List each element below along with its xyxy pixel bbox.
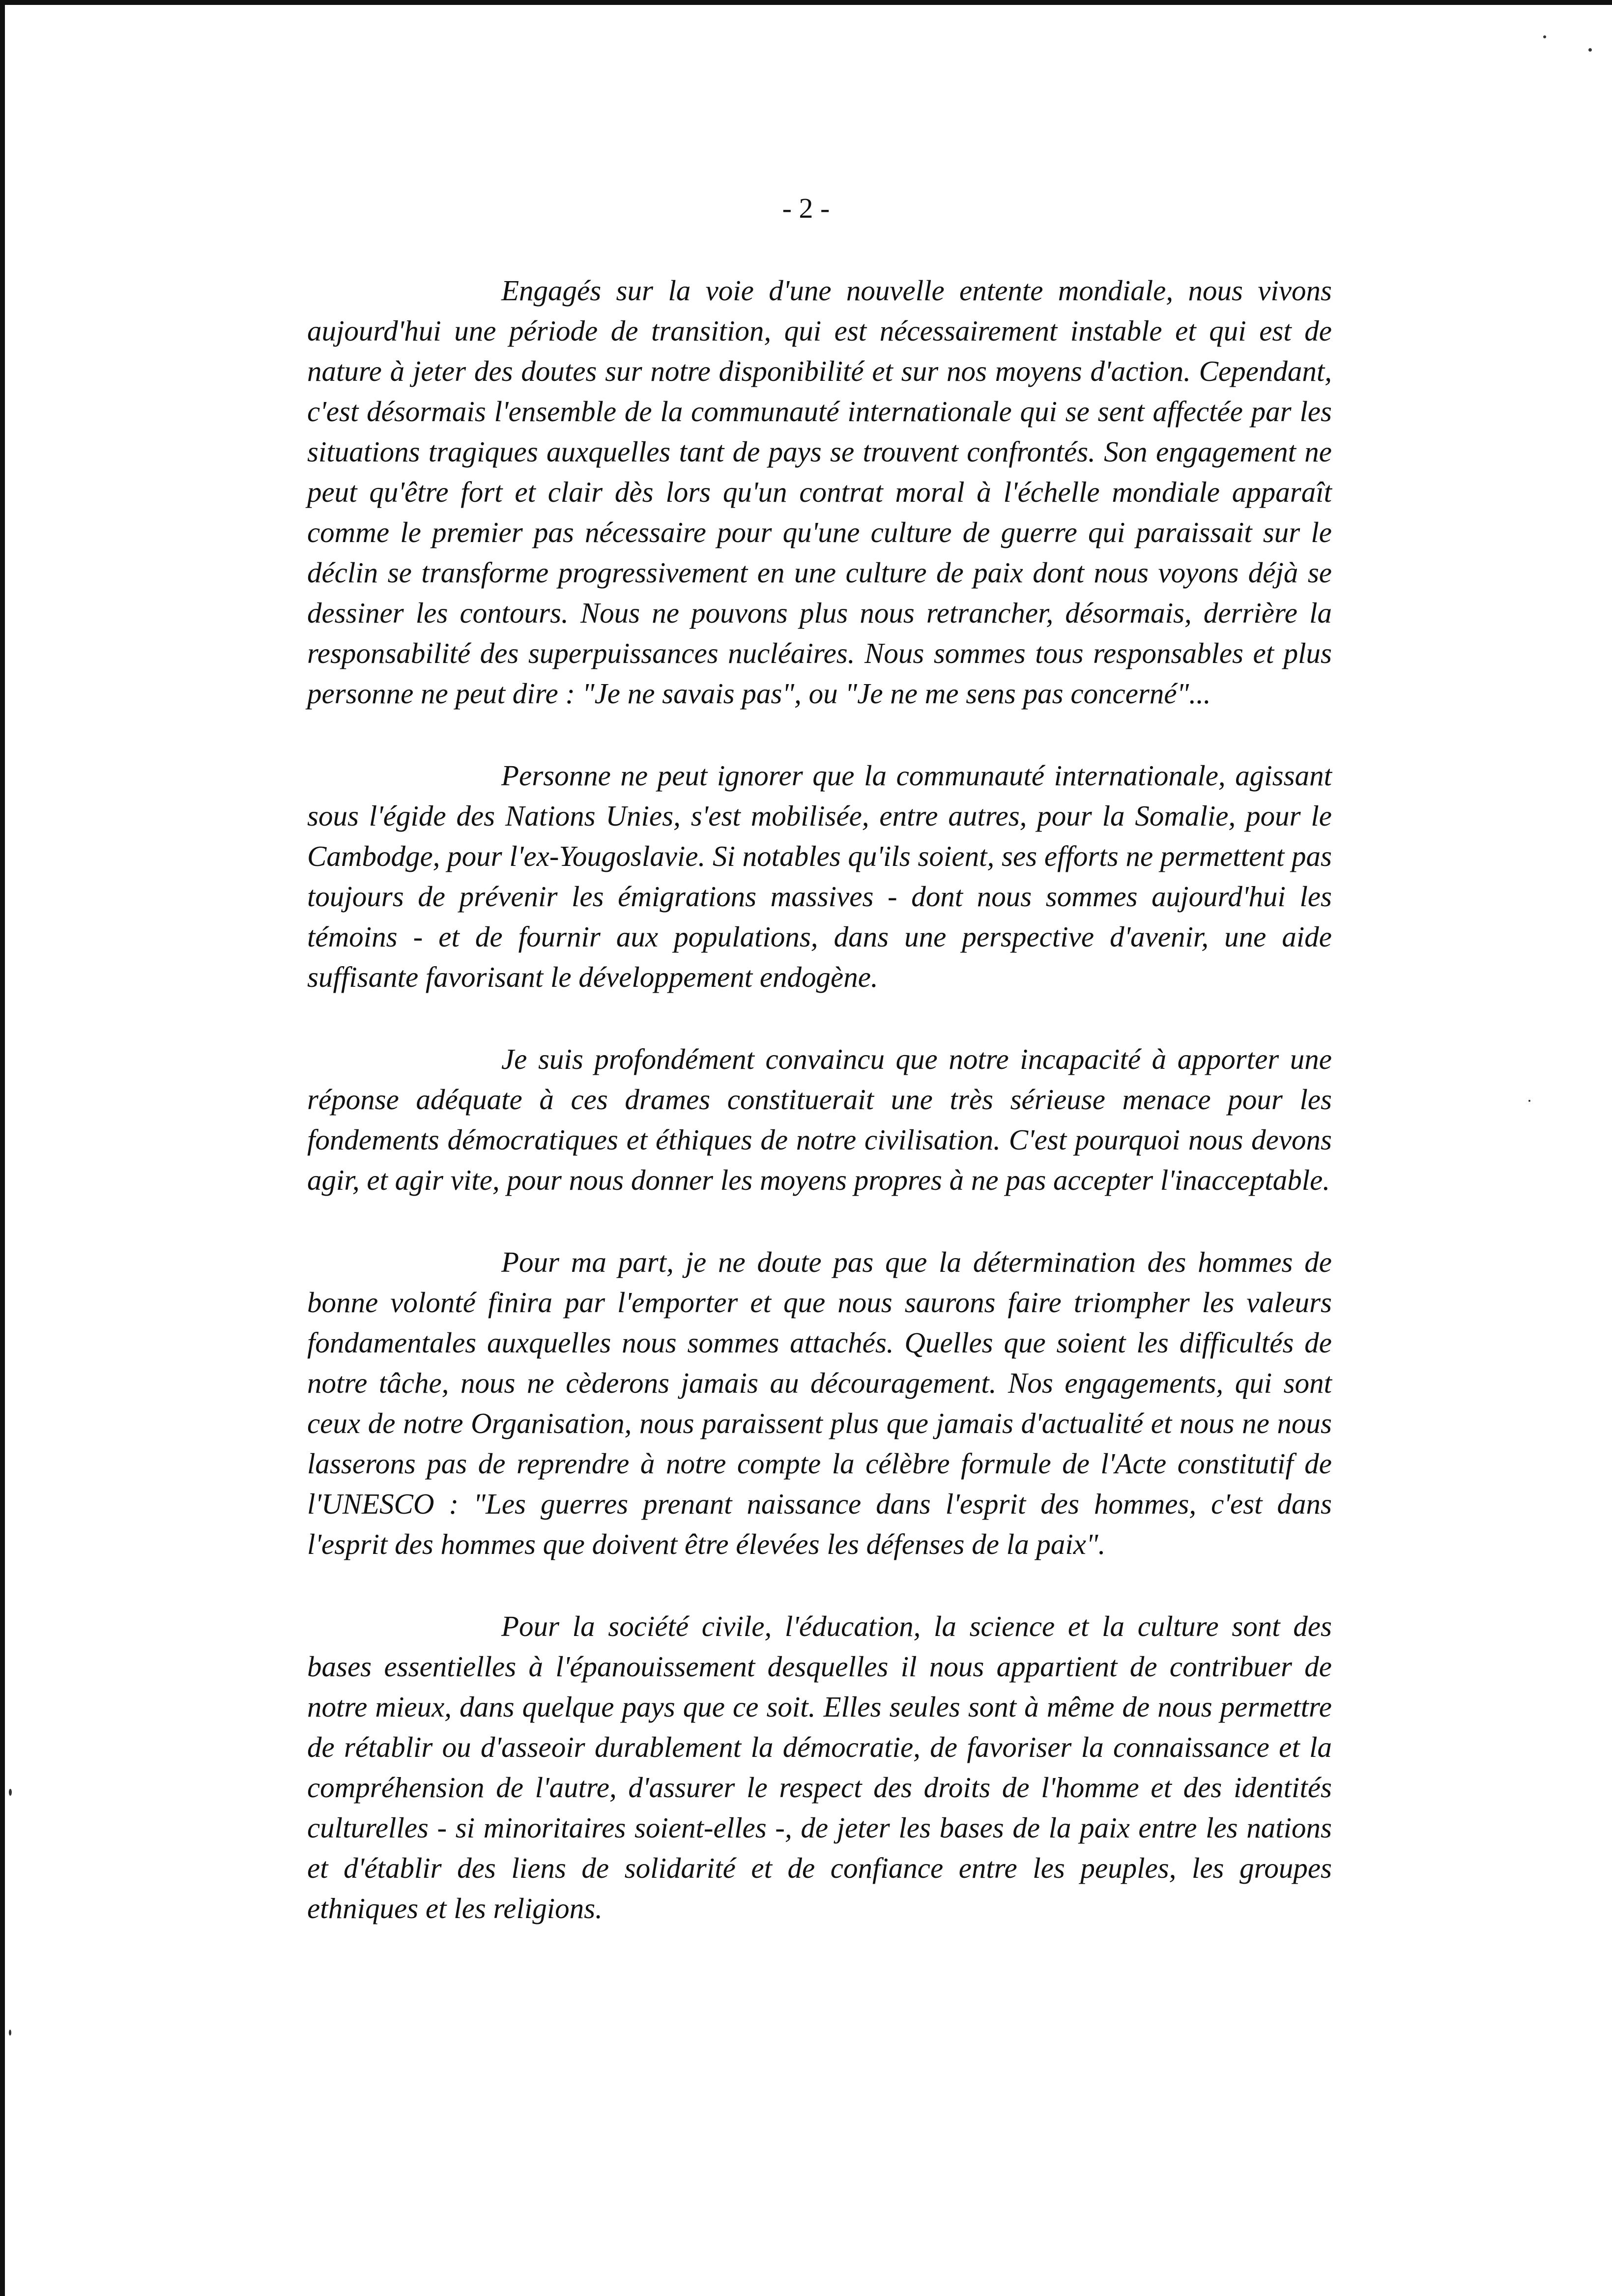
scan-border-left bbox=[0, 0, 5, 2296]
scan-border-top bbox=[0, 0, 1612, 5]
paragraph: Engagés sur la voie d'une nouvelle entente mondiale, nous vivons aujourd'hui une période de transition, qui est nécessairement instable et qui est de nature à jeter des doutes sur notre disponibilité et sur nos moyens d'action. Cependant, c'est désormais l'ensemble de la communauté internationale qui se sent affectée par les situations tragiques auxquelles tant de pays se trouvent confrontés. Son engagement ne peut qu'être fort et clair dès lors qu'un contrat moral à l'échelle mondiale apparaît comme le premier pas nécessaire pour qu'une culture de guerre qui paraissait sur le déclin se transforme progressivement en une culture de paix dont nous voyons déjà se dessiner les contours. Nous ne pouvons plus nous retrancher, désormais, derrière la responsabilité des superpuissances nucléaires. Nous sommes tous responsables et plus personne ne peut dire : "Je ne savais pas", ou "Je ne me sens pas concerné"... bbox=[307, 274, 1332, 710]
paragraph: Pour la société civile, l'éducation, la science et la culture sont des bases essentielles à l'épanouissement desquelles il nous appartient de contribuer de notre mieux, dans quelque pays que ce soit. Elles seules sont à même de nous permettre de rétablir ou d'asseoir durablement la démocratie, de favoriser la connaissance et la compréhension de l'autre, d'assurer le respect des droits de l'homme et des identités culturelles - si minoritaires soient-elles -, de jeter les bases de la paix entre les nations et d'établir des liens de solidarité et de confiance entre les peuples, les groupes ethniques et les religions. bbox=[307, 1610, 1332, 1924]
scan-speck bbox=[1543, 35, 1546, 38]
body-text bbox=[307, 270, 1332, 1928]
scan-speck bbox=[1588, 48, 1592, 52]
scan-speck bbox=[1528, 1100, 1530, 1102]
paragraph: Pour ma part, je ne doute pas que la détermination des hommes de bonne volonté finira par l'emporter et que nous saurons faire triompher les valeurs fondamentales auxquelles nous sommes attachés. Quelles que soient les difficultés de notre tâche, nous ne cèderons jamais au découragement. Nos engagements, qui sont ceux de notre Organisation, nous paraissent plus que jamais d'actualité et nous ne nous lasserons pas de reprendre à notre compte la célèbre formule de l'Acte constitutif de l'UNESCO : "Les guerres prenant naissance dans l'esprit des hommes, c'est dans l'esprit des hommes que doivent être élevées les défenses de la paix". bbox=[307, 1246, 1332, 1560]
scan-speck bbox=[9, 1789, 12, 1796]
paragraph: Personne ne peut ignorer que la communauté internationale, agissant sous l'égide des Nations Unies, s'est mobilisée, entre autres, pour la Somalie, pour le Cambodge, pour l'ex-Yougoslavie. Si notables qu'ils soient, ses efforts ne permettent pas toujours de prévenir les émigrations massives - dont nous sommes aujourd'hui les témoins - et de fournir aux populations, dans une perspective d'avenir, une aide suffisante favorisant le développement endogène. bbox=[307, 759, 1332, 993]
paragraph: Je suis profondément convaincu que notre incapacité à apporter une réponse adéquate à ces drames constituerait une très sérieuse menace pour les fondements démocratiques et éthiques de notre civilisation. C'est pourquoi nous devons agir, et agir vite, pour nous donner les moyens propres à ne pas accepter l'inacceptable. bbox=[307, 1043, 1332, 1196]
scan-speck bbox=[9, 2030, 11, 2036]
page-number: - 2 - bbox=[782, 192, 830, 224]
